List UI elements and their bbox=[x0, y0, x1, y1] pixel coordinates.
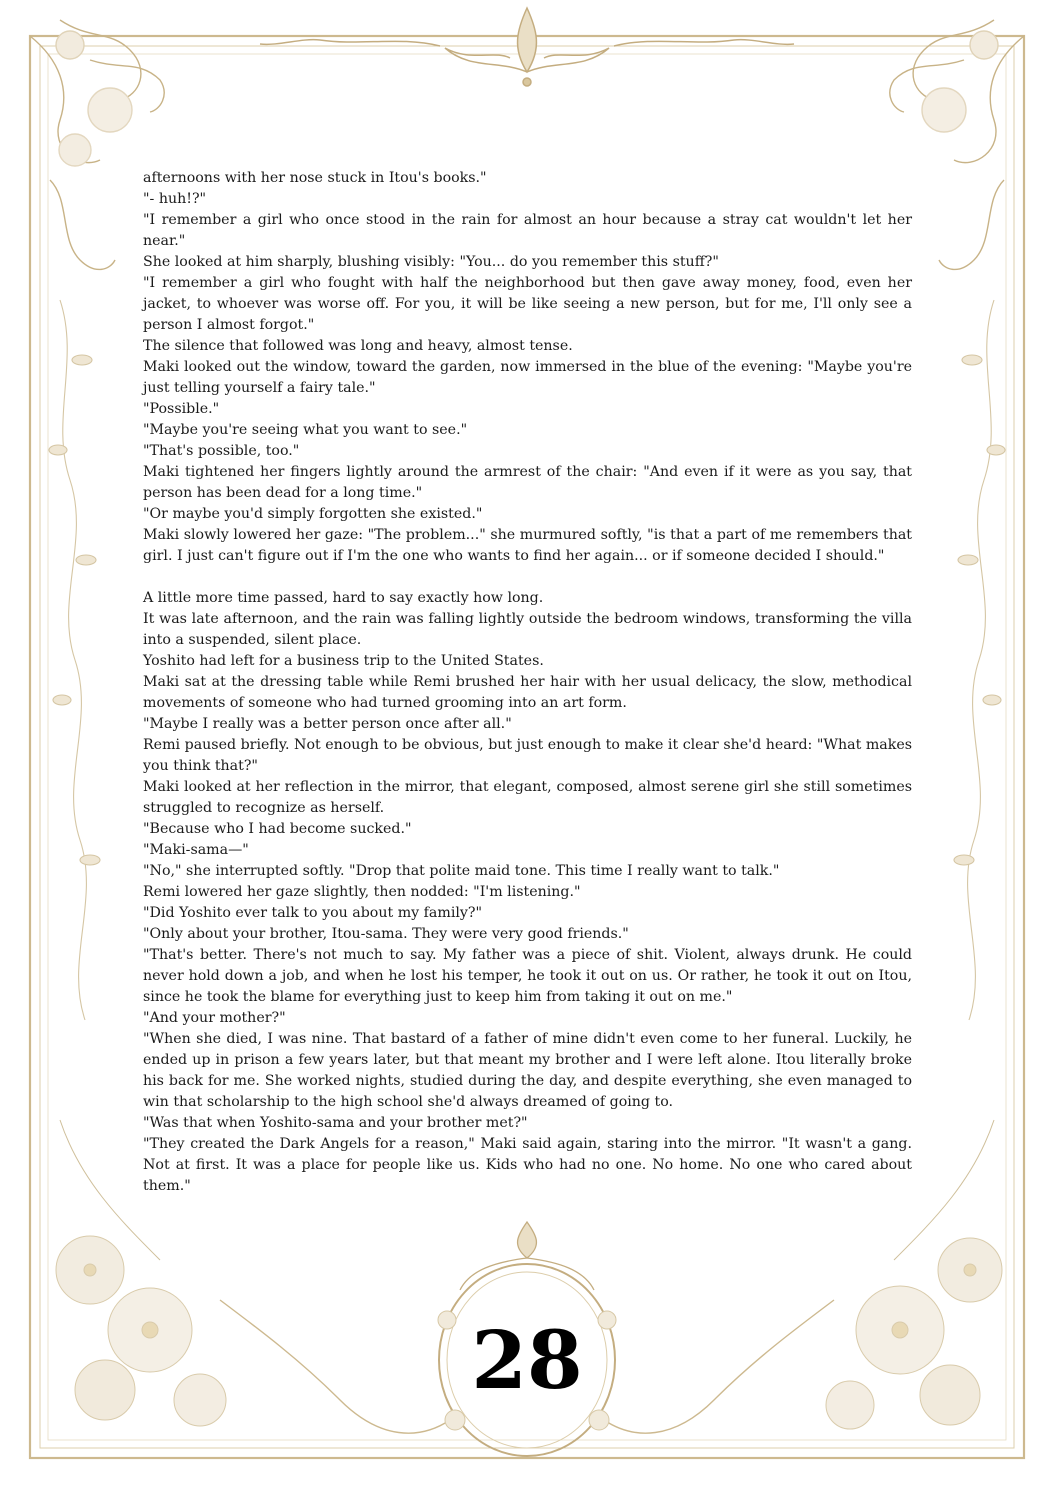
right-side-vine bbox=[954, 300, 1005, 1020]
top-fleur-ornament bbox=[260, 8, 794, 86]
paragraph: "Maybe I really was a better person once after all." bbox=[143, 716, 512, 732]
paragraph: Remi paused briefly. Not enough to be obvious, but just enough to make it clear she'd heard: "What makes you think that?" bbox=[143, 737, 912, 774]
paragraph: "When she died, I was nine. That bastard of a father of mine didn't even come to her funeral. Luckily, he ended up in prison a few years later, but that meant my brother and I were left alone. Itou literally broke his back for me. She worked nights, studied during the day, and despite everything, she even managed to win that scholarship to the high school she'd always dreamed of going to. bbox=[143, 1031, 912, 1110]
paragraph: "Maybe you're seeing what you want to see." bbox=[143, 422, 468, 438]
paragraph: "Or maybe you'd simply forgotten she existed." bbox=[143, 506, 483, 522]
paragraph: "That's possible, too." bbox=[143, 443, 300, 459]
paragraph: "Only about your brother, Itou-sama. They were very good friends." bbox=[143, 926, 629, 942]
paragraph-spacer bbox=[143, 567, 912, 588]
paragraph: "- huh!?" bbox=[143, 191, 207, 207]
paragraph: afternoons with her nose stuck in Itou's books." bbox=[143, 170, 487, 186]
paragraph: Maki sat at the dressing table while Remi brushed her hair with her usual delicacy, the slow, methodical movements of someone who had turned grooming into an art form. bbox=[143, 674, 912, 711]
paragraph: She looked at him sharply, blushing visibly: "You... do you remember this stuff?" bbox=[143, 254, 719, 270]
paragraph: "Did Yoshito ever talk to you about my family?" bbox=[143, 905, 483, 921]
paragraph: "And your mother?" bbox=[143, 1010, 286, 1026]
paragraph: "That's better. There's not much to say. My father was a piece of shit. Violent, always drunk. He could never hold down a job, and when he lost his temper, he took it out on us. Or rather, he took it out on Itou, since he took the blame for everything just to keep him from taking it out on me." bbox=[143, 947, 912, 1005]
paragraph: Maki looked out the window, toward the garden, now immersed in the blue of the evening: "Maybe you're just telling yourself a fairy tale." bbox=[143, 359, 912, 396]
paragraph: The silence that followed was long and heavy, almost tense. bbox=[143, 338, 573, 354]
paragraph: Maki looked at her reflection in the mirror, that elegant, composed, almost serene girl she still sometimes struggled to recognize as herself. bbox=[143, 779, 912, 816]
paragraph: "Because who I had become sucked." bbox=[143, 821, 412, 837]
paragraph: Maki tightened her fingers lightly around the armrest of the chair: "And even if it were as you say, that person has been dead for a long time." bbox=[143, 464, 912, 501]
left-side-vine bbox=[49, 300, 100, 1020]
paragraph: "I remember a girl who fought with half the neighborhood but then gave away money, food, even her jacket, to whoever was worse off. For you, it will be like seeing a new person, but for me, I'll only see a person I almost forgot." bbox=[143, 275, 912, 333]
paragraph: Maki slowly lowered her gaze: "The problem..." she murmured softly, "is that a part of me remembers that girl. I just can't figure out if I'm the one who wants to find her again... or if someone decided I should." bbox=[143, 527, 912, 564]
paragraph: "Possible." bbox=[143, 401, 220, 417]
paragraph: "I remember a girl who once stood in the rain for almost an hour because a stray cat wouldn't let her near." bbox=[143, 212, 912, 249]
paragraph: "No," she interrupted softly. "Drop that polite maid tone. This time I really want to talk." bbox=[143, 863, 780, 879]
paragraph: A little more time passed, hard to say exactly how long. bbox=[143, 590, 544, 606]
paragraph: "Maki-sama—" bbox=[143, 842, 249, 858]
page-number: 28 bbox=[471, 1313, 583, 1407]
paragraph: "Was that when Yoshito-sama and your brother met?" bbox=[143, 1115, 528, 1131]
body-text bbox=[143, 168, 912, 1197]
paragraph: Yoshito had left for a business trip to the United States. bbox=[143, 653, 544, 669]
paragraph: It was late afternoon, and the rain was falling lightly outside the bedroom windows, transforming the villa into a suspended, silent place. bbox=[143, 611, 912, 648]
paragraph: "They created the Dark Angels for a reason," Maki said again, staring into the mirror. "It wasn't a gang. Not at first. It was a place for people like us. Kids who had no one. No home. No one who cared about them." bbox=[143, 1136, 912, 1194]
paragraph: Remi lowered her gaze slightly, then nodded: "I'm listening." bbox=[143, 884, 581, 900]
